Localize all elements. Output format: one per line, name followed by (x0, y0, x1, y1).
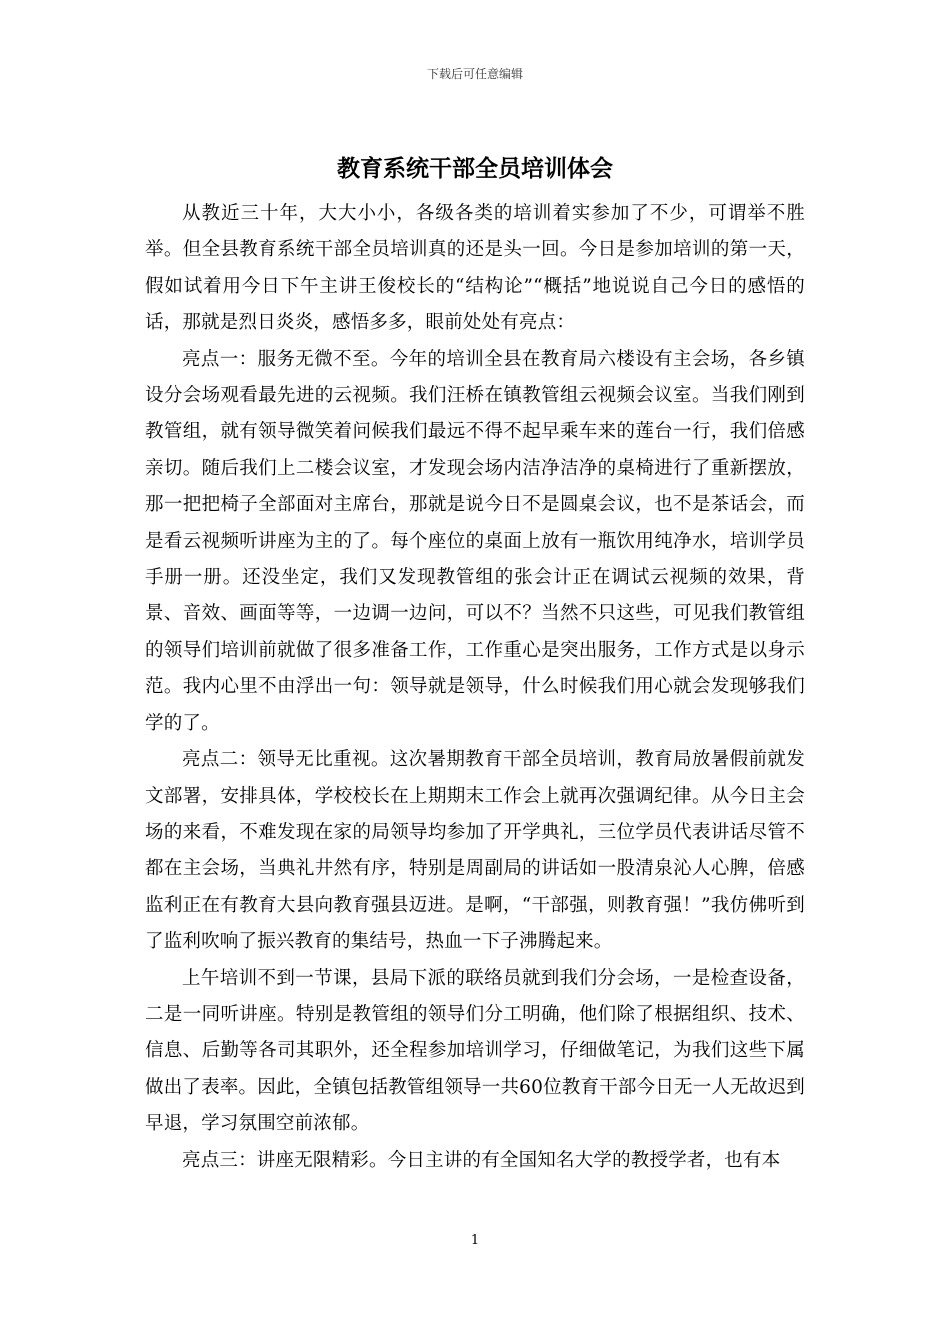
paragraph-highlight-two: 亮点二：领导无比重视。这次暑期教育干部全员培训，教育局放暑假前就发文部署，安排具体，学校校长在上期期末工作会上就再次强调纪律。从今日主会场的来看，不难发现在家的局领导均参加了开学典礼，三位学员代表讲话尽管不都在主会场，当典礼井然有序，特别是周副局的讲话如一股清泉沁人心脾，倍感监利正在有教育大县向教育强县迈进。是啊，“干部强，则教育强！”我仿佛听到了监利吹响了振兴教育的集结号，热血一下子沸腾起来。 (145, 749, 805, 953)
paragraph-intro: 从教近三十年，大大小小，各级各类的培训着实参加了不少，可谓举不胜举。但全县教育系统干部全员培训真的还是头一回。今日是参加培训的第一天，假如试着用今日下午主讲王俊校长的“结构论”“概括”地说说自己今日的感悟的话，那就是烈日炎炎，感悟多多，眼前处处有亮点： (145, 203, 805, 334)
page-header-note: 下载后可任意编辑 (426, 67, 523, 81)
paragraph-morning-training: 上午培训不到一节课，县局下派的联络员就到我们分会场，一是检查设备，二是一同听讲座。特别是教管组的领导们分工明确，他们除了根据组织、技术、信息、后勤等各司其职外，还全程参加培训学习，仔细做笔记，为我们这些下属做出了表率。因此，全镇包括教管组领导一共60位教育干部今日无一人无故迟到早退，学习氛围空前浓郁。 (145, 967, 805, 1135)
paragraph-highlight-one: 亮点一：服务无微不至。今年的培训全县在教育局六楼设有主会场，各乡镇设分会场观看最先进的云视频。我们汪桥在镇教管组云视频会议室。当我们刚到教管组，就有领导微笑着问候我们最远不得不起早乘车来的莲台一行，我们倍感亲切。随后我们上二楼会议室，才发现会场内洁净洁净的桌椅进行了重新摆放，那一把把椅子全部面对主席台，那就是说今日不是圆桌会议，也不是茶话会，而是看云视频听讲座为主的了。每个座位的桌面上放有一瓶饮用纯净水，培训学员手册一册。还没坐定，我们又发现教管组的张会计正在调试云视频的效果，背景、音效、画面等等，一边调一边问，可以不？当然不只这些，可见我们教管组的领导们培训前就做了很多准备工作，工作重心是突出服务，工作方式是以身示范。我内心里不由浮出一句：领导就是领导，什么时候我们用心就会发现够我们学的了。 (145, 348, 805, 734)
document-body (145, 196, 805, 1179)
page-number: 1 (470, 1233, 480, 1248)
paragraph-highlight-three: 亮点三：讲座无限精彩。今日主讲的有全国知名大学的教授学者，也有本 (182, 1149, 781, 1171)
document-title: 教育系统干部全员培训体会 (337, 156, 613, 182)
